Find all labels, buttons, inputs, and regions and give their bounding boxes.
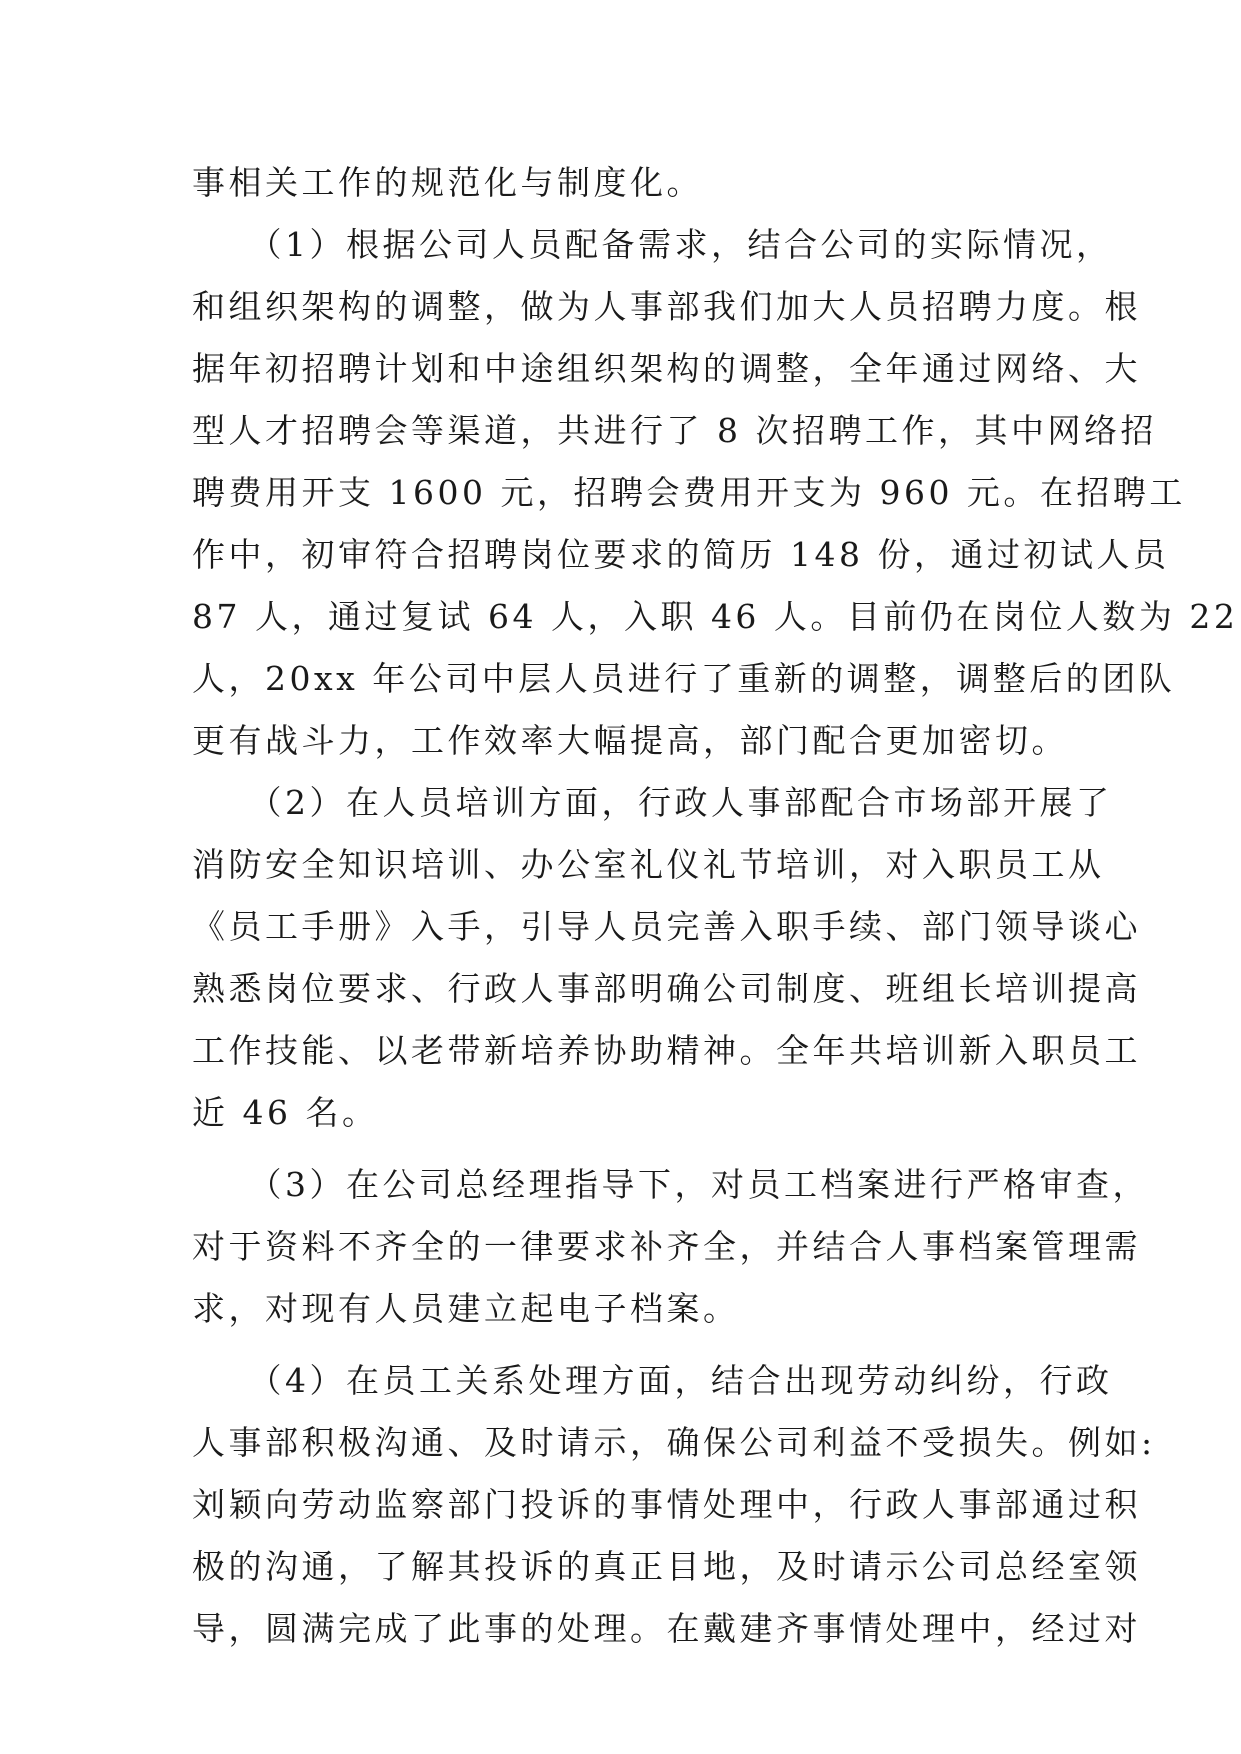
paragraph-spacer <box>192 1144 1072 1154</box>
text-line: 87 人，通过复试 64 人，入职 46 人。目前仍在岗位人数为 22 <box>192 597 1239 636</box>
text-line: 更有战斗力，工作效率大幅提高，部门配合更加密切。 <box>192 721 1068 760</box>
text-line: 消防安全知识培训、办公室礼仪礼节培训，对入职员工从 <box>192 845 1105 884</box>
text-line: 人事部积极沟通、及时请示，确保公司利益不受损失。例如: <box>192 1423 1156 1462</box>
paragraph-archives <box>192 1154 1149 1340</box>
text-line: （1）根据公司人员配备需求，结合公司的实际情况， <box>192 225 1113 264</box>
paragraph-relations <box>192 1350 1156 1660</box>
text-line: （2）在人员培训方面，行政人事部配合市场部开展了 <box>192 783 1113 822</box>
text-line: 熟悉岗位要求、行政人事部明确公司制度、班组长培训提高 <box>192 969 1141 1008</box>
body-text <box>192 152 1239 1660</box>
text-line: （4）在员工关系处理方面，结合出现劳动纠纷，行政 <box>192 1361 1113 1400</box>
paragraph-recruitment <box>192 214 1239 772</box>
text-line: 事相关工作的规范化与制度化。 <box>192 163 703 202</box>
text-line: 作中，初审符合招聘岗位要求的简历 148 份，通过初试人员 <box>192 535 1170 574</box>
text-line: 《员工手册》入手，引导人员完善入职手续、部门领导谈心 <box>192 907 1141 946</box>
paragraph-continuation <box>192 152 1072 214</box>
text-line: 型人才招聘会等渠道，共进行了 8 次招聘工作，其中网络招 <box>192 411 1157 450</box>
text-line: 求，对现有人员建立起电子档案。 <box>192 1289 740 1328</box>
text-line: 据年初招聘计划和中途组织架构的调整，全年通过网络、大 <box>192 349 1141 388</box>
text-line: 极的沟通，了解其投诉的真正目地，及时请示公司总经室领 <box>192 1547 1141 1586</box>
text-line: 聘费用开支 1600 元，招聘会费用开支为 960 元。在招聘工 <box>192 473 1186 512</box>
text-line: 近 46 名。 <box>192 1093 379 1132</box>
text-line: 和组织架构的调整，做为人事部我们加大人员招聘力度。根 <box>192 287 1141 326</box>
text-line: 刘颖向劳动监察部门投诉的事情处理中，行政人事部通过积 <box>192 1485 1141 1524</box>
text-line: （3）在公司总经理指导下，对员工档案进行严格审查， <box>192 1165 1149 1204</box>
text-line: 工作技能、以老带新培养协助精神。全年共培训新入职员工 <box>192 1031 1141 1070</box>
text-line: 人，20xx 年公司中层人员进行了重新的调整，调整后的团队 <box>192 659 1176 698</box>
text-line: 导，圆满完成了此事的处理。在戴建齐事情处理中，经过对 <box>192 1609 1141 1648</box>
paragraph-training <box>192 772 1141 1144</box>
paragraph-spacer <box>192 1340 1072 1350</box>
text-line: 对于资料不齐全的一律要求补齐全，并结合人事档案管理需 <box>192 1227 1141 1266</box>
